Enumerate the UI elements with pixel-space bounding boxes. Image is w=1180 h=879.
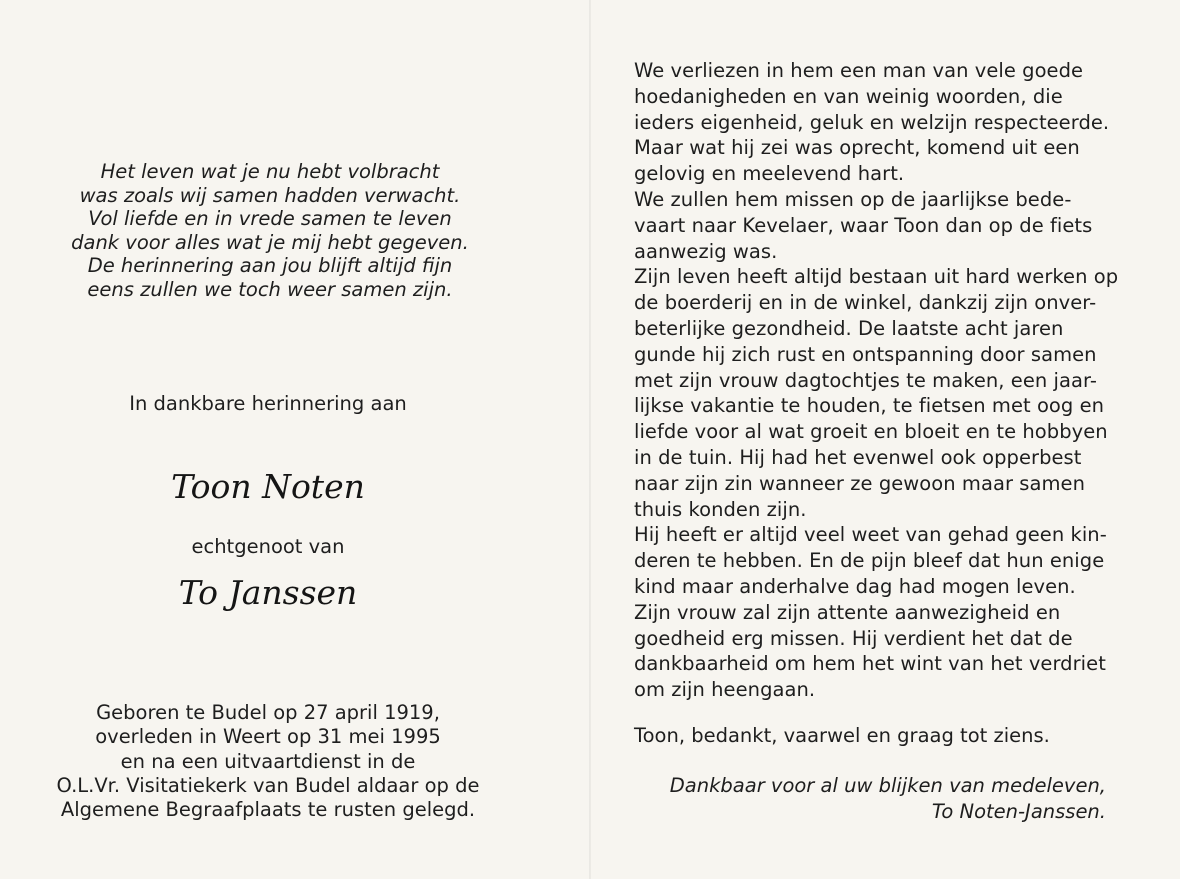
poem: [0, 160, 540, 302]
eulogy-line: thuis konden zijn.: [634, 497, 807, 521]
card-fold: [589, 0, 591, 879]
eulogy-line: aanwezig was.: [634, 239, 778, 263]
eulogy-line: met zijn vrouw dagtochtjes te maken, een jaar-: [634, 368, 1097, 392]
relation-text: echtgenoot van: [191, 535, 345, 558]
right-page: [634, 58, 1134, 703]
eulogy-line: hoedanigheden en van weinig woorden, die: [634, 84, 1063, 108]
left-page: [0, 0, 540, 879]
eulogy-line: Hij heeft er altijd veel weet van gehad geen kin-: [634, 523, 1107, 547]
eulogy-line: deren te hebben. En de pijn bleef dat hun enige: [634, 549, 1105, 573]
farewell-line: Toon, bedankt, vaarwel en graag tot ziens.: [634, 724, 1050, 747]
spouse-name: To Janssen: [178, 573, 358, 612]
eulogy-line: om zijn heengaan.: [634, 678, 816, 702]
remembrance-intro: In dankbare herinnering aan: [129, 392, 407, 415]
poem-line: Het leven wat je nu hebt volbracht: [100, 160, 440, 183]
life-details: [0, 701, 536, 822]
eulogy-line: ieders eigenheid, geluk en welzijn respecteerde.: [634, 110, 1110, 134]
eulogy-line: Maar wat hij zei was oprecht, komend uit een: [634, 136, 1080, 160]
eulogy-line: beterlijke gezondheid. De laatste acht jaren: [634, 316, 1064, 340]
poem-line: Vol liefde en in vrede samen te leven: [88, 207, 452, 231]
eulogy-line: vaart naar Kevelaer, waar Toon dan op de fiets: [634, 213, 1093, 237]
poem-line: dank voor alles wat je mij hebt gegeven.: [71, 230, 469, 254]
deceased-name: Toon Noten: [171, 467, 365, 506]
eulogy-line: de boerderij en in de winkel, dankzij zijn onver-: [634, 291, 1097, 315]
poem-line: De herinnering aan jou blijft altijd fijn: [87, 254, 453, 278]
poem-line: was zoals wij samen hadden verwacht.: [79, 183, 461, 207]
thanks-line: Dankbaar voor al uw blijken van medeleven,: [669, 774, 1106, 797]
eulogy-line: Zijn vrouw zal zijn attente aanwezigheid en: [634, 600, 1061, 624]
eulogy-line: We zullen hem missen op de jaarlijkse bede-: [634, 187, 1072, 211]
eulogy-line: Zijn leven heeft altijd bestaan uit hard werken op: [634, 265, 1119, 289]
eulogy-line: liefde voor al wat groeit en bloeit en te hobbyen: [634, 420, 1108, 444]
eulogy-line: kind maar anderhalve dag had mogen leven.: [634, 574, 1076, 598]
details-line: en na een uitvaartdienst in de: [120, 749, 416, 773]
eulogy-line: goedheid erg missen. Hij verdient het dat de: [634, 626, 1073, 650]
eulogy-text: [634, 58, 1134, 703]
details-line: Algemene Begraafplaats te rusten gelegd.: [60, 798, 476, 822]
eulogy-line: lijkse vakantie te houden, te fietsen met oog en: [634, 394, 1105, 418]
details-line: O.L.Vr. Visitatiekerk van Budel aldaar op de: [56, 773, 480, 797]
signature: To Noten-Janssen.: [931, 799, 1106, 823]
details-line: overleden in Weert op 31 mei 1995: [95, 725, 441, 749]
eulogy-line: gelovig en meelevend hart.: [634, 162, 905, 186]
eulogy-line: gunde hij zich rust en ontspanning door samen: [634, 342, 1097, 366]
eulogy-line: We verliezen in hem een man van vele goede: [634, 59, 1084, 82]
details-line: Geboren te Budel op 27 april 1919,: [96, 701, 440, 724]
thanks-block: [670, 773, 1106, 824]
poem-line: eens zullen we toch weer samen zijn.: [87, 277, 453, 301]
eulogy-line: naar zijn zin wanneer ze gewoon maar samen: [634, 471, 1085, 495]
eulogy-line: dankbaarheid om hem het wint van het verdriet: [634, 652, 1106, 676]
eulogy-line: in de tuin. Hij had het evenwel ook opperbest: [634, 445, 1082, 469]
